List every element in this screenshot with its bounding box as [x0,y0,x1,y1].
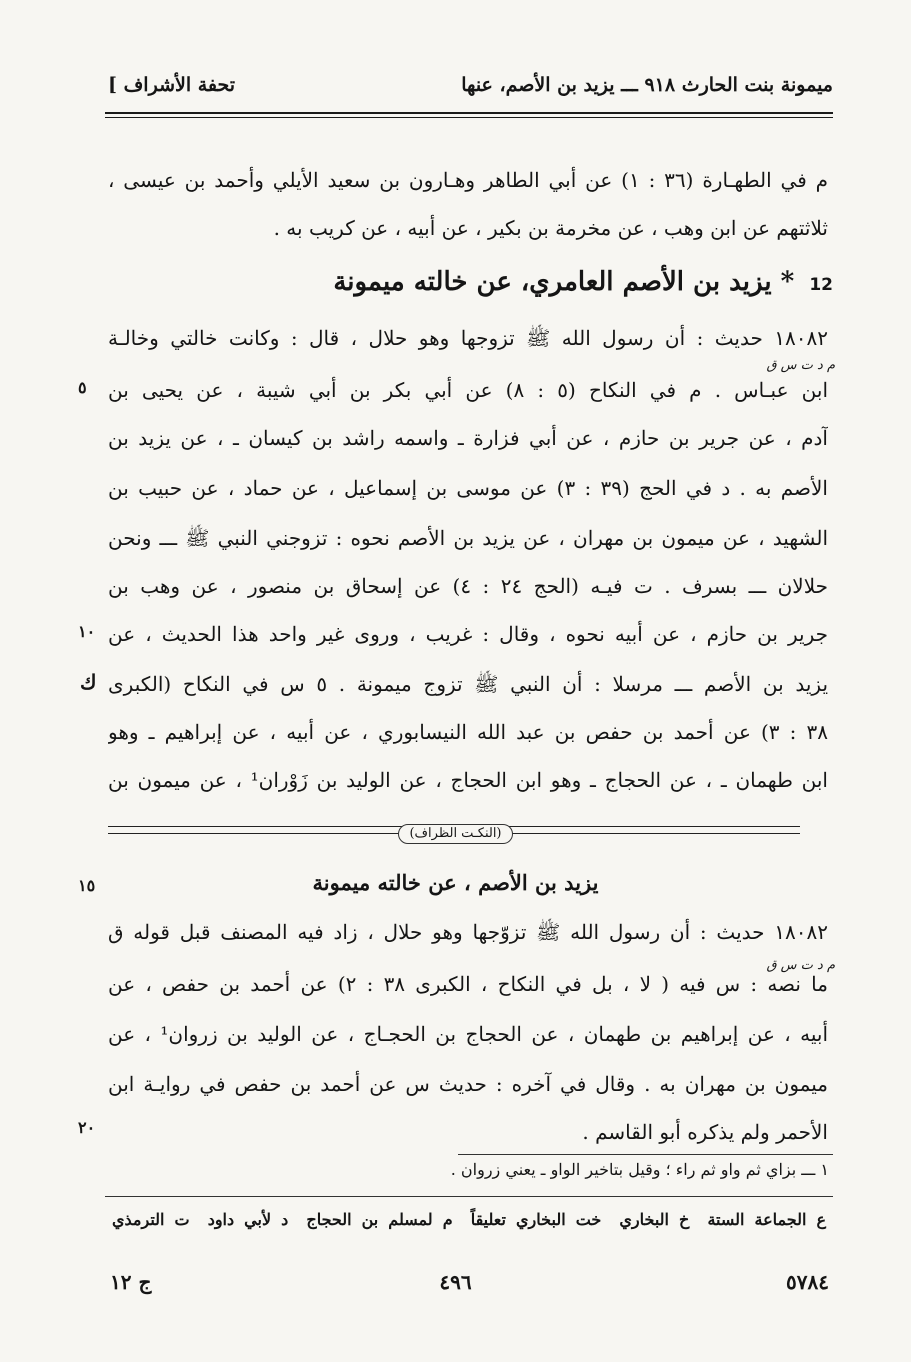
header-rule-1 [105,112,833,114]
prev-line-1: م في الطهـارة (٣٦ : ١) عن أبي الطاهر وهـارون بن سعيد الأيلي وأحمد بن عيسى ، [108,168,828,192]
margin-line-20: ٢٠ [78,1118,96,1137]
margin-line-10: ١٠ [78,622,96,641]
nukat-line-2: ما نصه : س فيه ( لا ، بل في النكاح ، الكبرى ٣٨ : ٢) عن أحمد بن حفص ، عن [108,972,828,996]
page-number: ٤٩٦ [439,1270,472,1294]
legend-item: د لأبي داود [207,1210,289,1229]
legend-rule [105,1196,833,1197]
entry-title: يزيد بن الأصم العامري، عن خالته ميمونة [333,267,772,297]
sequence-number: ٥٧٨٤ [786,1270,829,1294]
nukat-title: يزيد بن الأصم ، عن خالته ميمونة [312,870,599,895]
header-book-title: [ تحفة الأشراف [108,74,236,96]
legend-item: ت الترمذي [112,1210,190,1229]
legend-item: خت البخاري تعليقاً [470,1210,602,1229]
nukat-line-1: ١٨٠٨٢ حديث : أن رسول الله ﷺ تزوّجها وهو حلال ، زاد فيه المصنف قبل قوله ق [108,920,828,944]
nukat-line-4: ميمون بن مهران به . وقال في آخره : حديث س عن أحمد بن حفص في روايـة ابن [108,1072,828,1096]
main-line-1: ١٨٠٨٢ حديث : أن رسول الله ﷺ تزوجها وهو حلال ، قال : وكانت خالتي وخالـة [108,326,828,350]
margin-codes-2: م د ت س ق [766,958,835,973]
main-line-6: حلالان ـــ بسرف . ت فيـه (الحج ٢٤ : ٤) عن إسحاق بن منصور ، عن وهب بن [108,574,828,598]
nukat-divider-label: (النكـت الظراف) [398,824,512,844]
main-line-7: جرير بن حازم ، عن أبيه نحوه ، وقال : غريب ، وروى غير واحد هذا الحديث ، عن [108,622,828,646]
main-line-10: ابن طهمان ـ ، عن الحجاج ـ وهو ابن الحجاج ، عن الوليد بن زَوْران¹ ، عن ميمون بن [108,768,828,792]
abbreviation-legend [108,1210,830,1229]
nukat-divider-label-wrap [0,822,911,844]
header-section-title: ميمونة بنت الحارث ٩١٨ ـــ يزيد بن الأصم، عنها [461,74,833,96]
main-line-4: الأصم به . د في الحج (٣٩ : ٣) عن موسى بن إسماعيل ، عن حماد ، عن حبيب بن [108,476,828,500]
legend-item: ع الجماعة الستة [707,1210,827,1229]
margin-line-15: ١٥ [78,876,96,895]
entry-star: * [780,267,795,297]
volume-number: ج ١٢ [110,1270,152,1294]
margin-line-5: ٥ [78,378,87,397]
entry-heading [333,264,833,303]
prev-line-2: ثلاثتهم عن ابن وهب ، عن مخرمة بن بكير ، عن أبيه ، عن كريب به . [273,216,828,240]
nukat-line-5: الأحمر ولم يذكره أبو القاسم . [582,1120,828,1144]
main-line-5: الشهيد ، عن ميمون بن مهران ، عن يزيد بن الأصم نحوه : تزوجني النبي ﷺ ـــ ونحن [108,526,828,550]
legend-item: خ البخاري [619,1210,690,1229]
footnote: ١ ـــ بزاي ثم واو ثم راء ؛ وقيل بتاخير الواو ـ يعني زروان . [450,1160,829,1179]
entry-number: 12 [809,275,833,295]
main-line-9: ٣٨ : ٣) عن أحمد بن حفص بن عبد الله النيسابوري ، عن أبيه ، عن إبراهيم ـ وهو [108,720,828,744]
margin-letter: ك [80,670,97,694]
nukat-line-3: أبيه ، عن إبراهيم بن طهمان ، عن الحجاج بن الحجـاج ، عن الوليد بن زروان¹ ، عن [108,1022,828,1046]
legend-item: م لمسلم بن الحجاج [306,1210,453,1229]
main-line-2: ابن عبـاس . م في النكاح (٥ : ٨) عن أبي بكر بن أبي شيبة ، عن يحيى بن [108,378,828,402]
main-line-8: يزيد بن الأصم ـــ مرسلا : أن النبي ﷺ تزوج ميمونة . ٥ س في النكاح (الكبرى [108,672,828,696]
main-line-3: آدم ، عن جرير بن حازم ، عن أبي فزارة ـ واسمه راشد بن كيسان ـ ، عن يزيد بن [108,426,828,450]
header-rule-2 [105,117,833,118]
footnote-rule [458,1154,833,1155]
margin-codes-1: م د ت س ق [766,358,835,373]
